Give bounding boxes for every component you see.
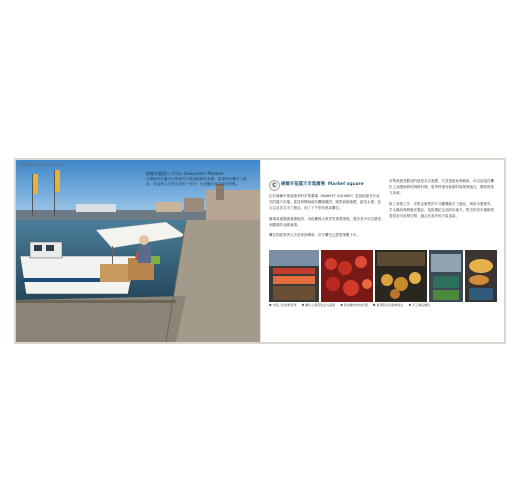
strip-caption-item: ❹ 夏季限定的新鮮豌豆: [372, 303, 404, 307]
body-paragraph: 廣場周邊環繞著總統府、市政廳與大教堂等重要建築，漫步其中可以感受到濃厚的北歐風情。: [269, 216, 381, 227]
section-title: 赫爾辛基露天市集廣場: [281, 182, 325, 187]
strip-caption-item: ❸ 熱食攤的炸魚料理: [340, 303, 368, 307]
section-badge: C: [269, 180, 280, 191]
market-photo-food-stall: [375, 250, 427, 302]
body-paragraph: 位於赫爾辛基南港旁的市集廣場（MARKET SQUARE）是當地最具代表性的露天市場，從清晨開始就有攤販擺設，販售新鮮漁獲、蔬菜水果、花卉以及各式手工藝品，到了下午則有熱食攤位。: [269, 194, 381, 211]
strip-caption-item: ❶ 市集上的新鮮莓果: [269, 303, 297, 307]
body-paragraph: 攤位的經營者大多是家族傳承，許多攤位已經營業數十年。: [269, 233, 360, 238]
photo-strip-captions: [269, 303, 497, 307]
market-photo-berries: [269, 250, 319, 302]
market-photo-crafts: [465, 250, 497, 302]
photo-caption: [146, 171, 250, 188]
market-photo-peas: [429, 250, 463, 302]
body-paragraph: 除了食物之外，市集也販售許多芬蘭傳統手工藝品，例如木製餐具、羊毛織品與馴鹿皮製品，是挑選紀念品的好地方。附近的老市場館則提供室內用餐空間，適合在寒冷的天氣造訪。: [389, 201, 494, 219]
section-heading: [281, 181, 364, 187]
running-head: 赫爾辛基港市港市港口風光: [20, 163, 64, 167]
book-spread-frame: [14, 158, 506, 344]
left-page: [16, 160, 261, 342]
book-spread: [16, 160, 504, 342]
photo-caption-text: 在碼頭旁的露天市集裡可以買到新鮮的漁獲、蔬果與各種手工藝品，是當地人日常生活的一部分，也是觀光客必訪的景點。: [146, 176, 247, 187]
section-title-en: Market square: [327, 182, 364, 187]
right-page: [261, 160, 504, 342]
body-column-right: [389, 178, 497, 223]
strip-caption-item: ❷ 攤位上販售的各式蔬果: [301, 303, 336, 307]
market-photo-strip: [269, 250, 497, 302]
body-column-left: [269, 193, 381, 242]
market-photo-produce: [321, 250, 373, 302]
body-paragraph: 市集裡最受歡迎的就是各式漁獲，尤其是鮭魚與鯡魚，可以直接在攤位上品嚐新鮮的海鮮料理。夏季時還有新鮮的莓果與豌豆，價格實惠又美味。: [389, 179, 494, 196]
strip-caption-item: ❺ 手工藝品攤位: [408, 303, 431, 307]
photo-caption-title: 赫爾辛基港口 (City Quayside) Market: [146, 171, 224, 176]
